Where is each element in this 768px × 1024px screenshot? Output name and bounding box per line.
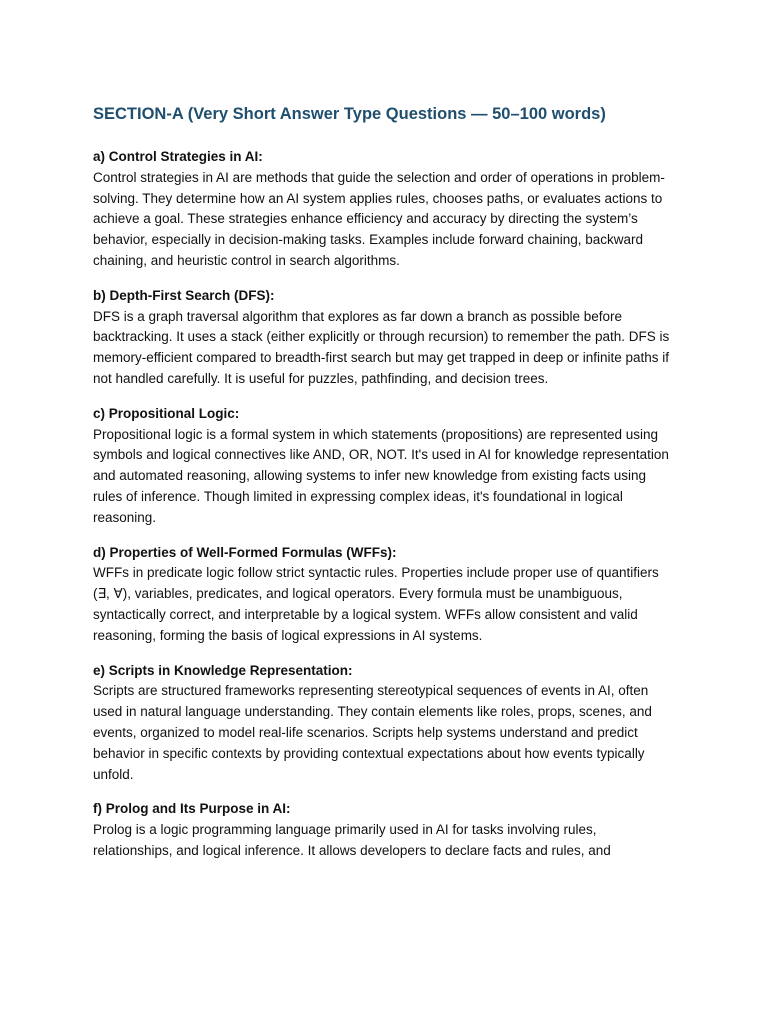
answer-text: Control strategies in AI are methods that guide the selection and order of operations in problem-solving. They determine how an AI system applies rules, chooses paths, or evaluates actions to achieve a goal. These strategies enhance efficiency and accuracy by directing the system’s behavior, especially in decision-making tasks. Examples include forward chaining, backward chaining, and heuristic control in search algorithms. — [93, 169, 665, 268]
answer-text: Scripts are structured frameworks representing stereotypical sequences of events in AI, often used in natural language understanding. They contain elements like roles, props, scenes, and events, organized to model real-life scenarios. Scripts help systems understand and predict behavior in specific contexts by providing contextual expectations about how events typically unfold. — [93, 683, 652, 782]
question-heading: e) Scripts in Knowledge Representation: — [93, 662, 353, 678]
answer-text: WFFs in predicate logic follow strict syntactic rules. Properties include proper use of quantifiers (∃, ∀), variables, predicates, and logical operators. Every formula must be unambiguous, syntactically correct, and interpretable by a logical system. WFFs allow consistent and valid reasoning, forming the basis of logical expressions in AI systems. — [93, 565, 659, 643]
section-a-control-strategies — [93, 147, 675, 272]
section-title: SECTION-A (Very Short Answer Type Questions — 50–100 words) — [93, 105, 606, 123]
question-heading: b) Depth-First Search (DFS): — [93, 287, 275, 303]
section-d-wffs — [93, 543, 675, 647]
section-e-scripts — [93, 661, 675, 786]
question-heading: f) Prolog and Its Purpose in AI: — [93, 801, 291, 817]
answer-text: Propositional logic is a formal system in which statements (propositions) are represented using symbols and logical connectives like AND, OR, NOT. It's used in AI for knowledge representation and automated reasoning, allowing systems to infer new knowledge from existing facts using rules of inference. Though limited in expressing complex ideas, it's foundational in logical reasoning. — [93, 426, 669, 525]
question-heading: a) Control Strategies in AI: — [93, 149, 263, 164]
answer-text: Prolog is a logic programming language primarily used in AI for tasks involving rules, relationships, and logical inference. It allows developers to declare facts and rules, and — [93, 822, 611, 858]
section-f-prolog — [93, 799, 675, 861]
answer-text: DFS is a graph traversal algorithm that explores as far down a branch as possible before backtracking. It uses a stack (either explicitly or through recursion) to remember the path. DFS is memory-efficient compared to breadth-first search but may get trapped in deep or infinite paths if not handled carefully. It is useful for puzzles, pathfinding, and decision trees. — [93, 308, 670, 386]
question-heading: d) Properties of Well-Formed Formulas (WFFs): — [93, 544, 397, 560]
section-b-dfs — [93, 286, 675, 390]
section-c-propositional-logic — [93, 404, 675, 529]
question-heading: c) Propositional Logic: — [93, 405, 240, 421]
